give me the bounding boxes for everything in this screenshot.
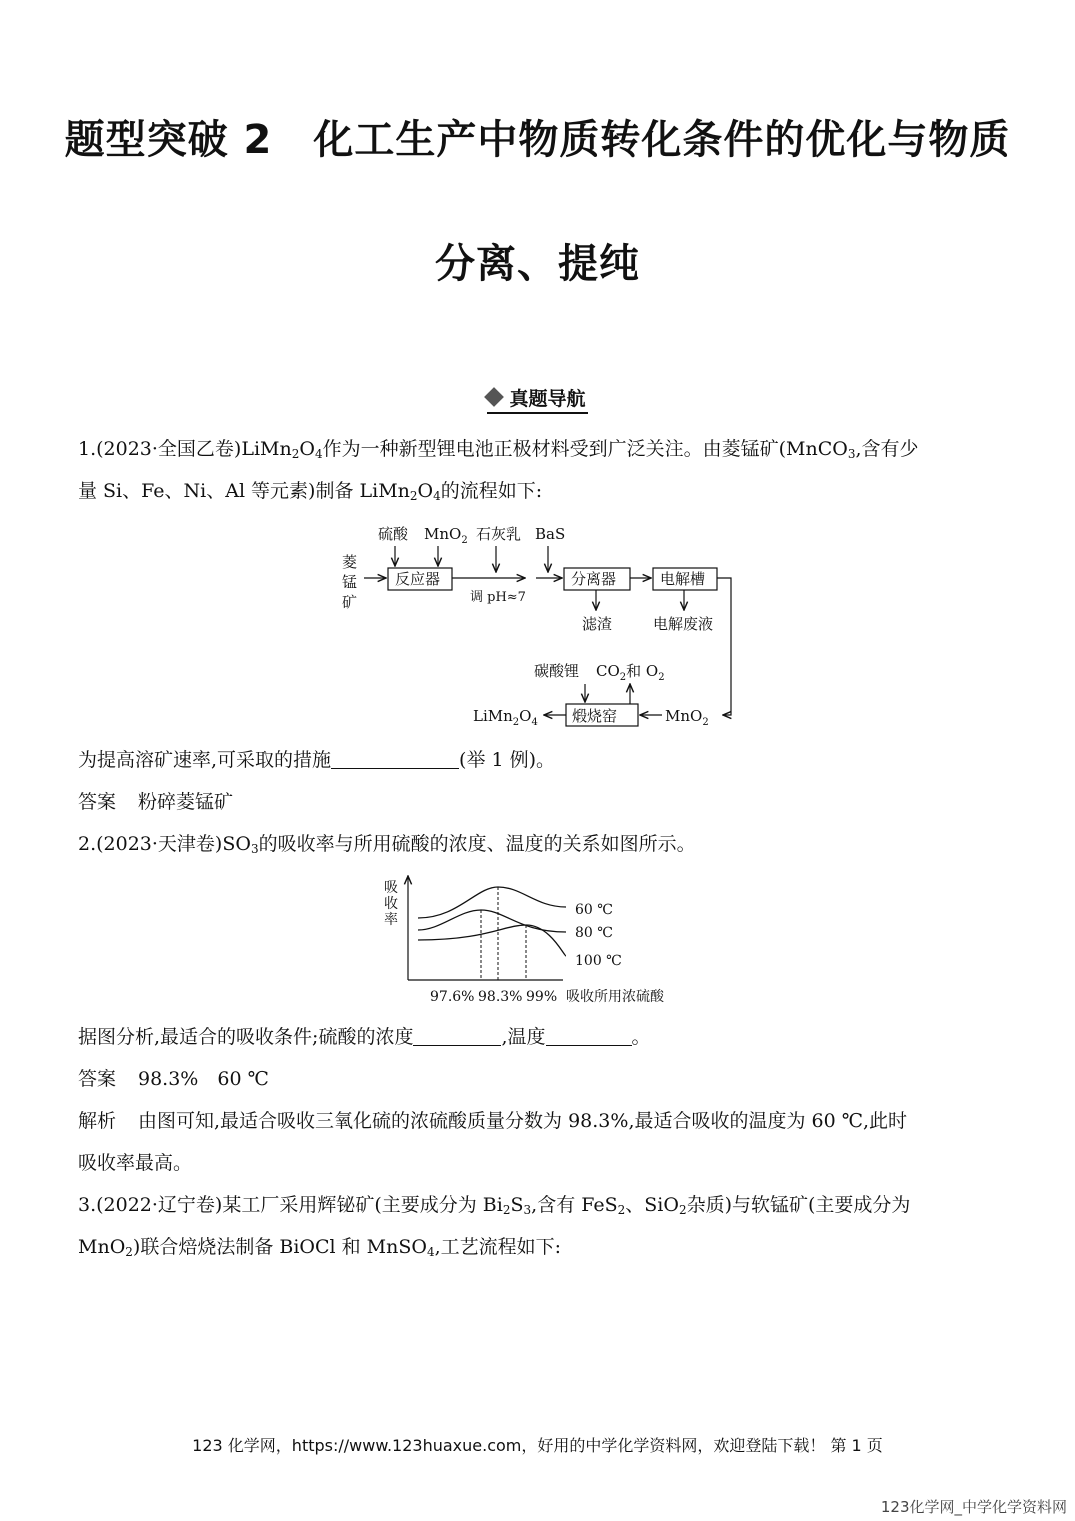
q1-answer bbox=[78, 781, 998, 823]
q2-question-text: 据图分析,最适合的吸收条件;硫酸的浓度 bbox=[78, 1026, 414, 1048]
subscript: 4 bbox=[433, 489, 441, 503]
answer-blank-concentration[interactable] bbox=[413, 1025, 501, 1046]
subscript: 4 bbox=[426, 1245, 435, 1259]
q1-question-text: (举 1 例)。 bbox=[459, 749, 556, 771]
subscript: 2 bbox=[291, 447, 300, 461]
subscript: 3 bbox=[847, 447, 856, 461]
q2-text: 2.(2023·天津卷)SO bbox=[78, 833, 251, 855]
q3-text: S bbox=[510, 1194, 524, 1216]
series-label-1: 80 ℃ bbox=[575, 925, 613, 941]
subscript: 3 bbox=[250, 842, 259, 856]
series-line-1 bbox=[418, 910, 566, 932]
q3-text: 杂质)与软锰矿(主要成分为 bbox=[686, 1194, 911, 1216]
q1-flowchart bbox=[330, 515, 750, 735]
subscript: 2 bbox=[409, 489, 418, 503]
flow-gases: $CO_2$和 $O_2$ bbox=[596, 662, 665, 683]
q3-intro bbox=[78, 1184, 998, 1268]
flow-acid: 硫酸 bbox=[378, 525, 409, 543]
q2-answer bbox=[78, 1058, 998, 1100]
series-label-0: 60 ℃ bbox=[575, 902, 613, 918]
x-tick-label-2: 99% bbox=[526, 989, 558, 1005]
q1-question bbox=[78, 739, 998, 781]
q2-question-text: ,温度 bbox=[501, 1026, 546, 1048]
q1-text: O bbox=[299, 438, 315, 460]
answer-label: 答案 bbox=[78, 1068, 117, 1090]
q1-text: 的流程如下: bbox=[440, 480, 543, 502]
flow-residue: 滤渣 bbox=[582, 615, 613, 633]
q1-text: O bbox=[417, 480, 434, 502]
analysis-label: 解析 bbox=[78, 1110, 117, 1132]
flow-cell-label: 电解槽 bbox=[660, 570, 706, 588]
q1-question-text: 为提高溶矿速率,可采取的措施 bbox=[78, 749, 332, 771]
subscript: 3 bbox=[523, 1203, 532, 1217]
series-label-2: 100 ℃ bbox=[575, 953, 622, 969]
q1-intro bbox=[78, 428, 998, 512]
flow-raw-1: 菱 bbox=[342, 553, 358, 571]
flow-lime: 石灰乳 bbox=[476, 525, 522, 543]
series-line-0 bbox=[418, 887, 566, 918]
q1-text: 1.(2023·全国乙卷)LiMn bbox=[78, 438, 292, 460]
flow-product: $LiMn_2O_4$ bbox=[473, 707, 538, 728]
q3-text: MnO bbox=[78, 1236, 126, 1258]
flow-raw-2: 锰 bbox=[342, 573, 358, 591]
q2-question-text: 。 bbox=[631, 1026, 651, 1048]
q3-text: ,含有 FeS bbox=[531, 1194, 618, 1216]
page-title-line2: 分离、提纯 bbox=[435, 241, 640, 287]
q2-chart bbox=[378, 870, 708, 1012]
x-axis-label: 吸收所用浓硫酸 bbox=[566, 989, 664, 1005]
q3-text: 、SiO bbox=[625, 1194, 679, 1216]
subscript: 2 bbox=[502, 1203, 511, 1217]
flow-li2co3: 碳酸锂 bbox=[534, 662, 580, 680]
q2-analysis bbox=[78, 1100, 998, 1184]
x-tick-label-1: 98.3% bbox=[478, 989, 523, 1005]
subscript: 4 bbox=[314, 447, 323, 461]
flow-reactor-label: 反应器 bbox=[395, 570, 441, 588]
q2-text: 的吸收率与所用硫酸的浓度、温度的关系如图所示。 bbox=[258, 833, 696, 855]
page-title-line1: 题型突破 2 化工生产中物质转化条件的优化与物质 bbox=[64, 117, 1011, 163]
section-heading-text: 真题导航 bbox=[509, 388, 586, 410]
q1-text: 作为一种新型锂电池正极材料受到广泛关注。由菱锰矿(MnCO bbox=[322, 438, 848, 460]
subscript: 2 bbox=[678, 1203, 687, 1217]
q2-intro bbox=[78, 823, 998, 865]
flow-bas: BaS bbox=[535, 525, 566, 543]
answer-text: 粉碎菱锰矿 bbox=[138, 791, 234, 813]
answer-text: 98.3% 60 ℃ bbox=[138, 1068, 269, 1090]
page-footer: 123 化学网，https://www.123huaxue.com，好用的中学化学资料网，欢迎登陆下载！ 第 1 页 bbox=[192, 1436, 883, 1455]
section-heading bbox=[0, 384, 1075, 414]
answer-label: 答案 bbox=[78, 791, 117, 813]
subscript: 2 bbox=[617, 1203, 626, 1217]
flow-mno2: MnO$_2$ bbox=[424, 525, 468, 546]
q3-text: 3.(2022·辽宁卷)某工厂采用辉铋矿(主要成分为 Bi bbox=[78, 1194, 503, 1216]
y-axis-label: 吸收率 bbox=[384, 880, 398, 928]
q3-text: )联合焙烧法制备 BiOCl 和 MnSO bbox=[132, 1236, 427, 1258]
q1-text: 量 Si、Fe、Ni、Al 等元素)制备 LiMn bbox=[78, 480, 410, 502]
watermark: 123化学网_中学化学资料网 bbox=[880, 1498, 1067, 1516]
q2-question bbox=[78, 1016, 998, 1058]
subscript: 2 bbox=[125, 1245, 133, 1259]
flow-kiln-label: 煅烧窑 bbox=[572, 707, 618, 725]
flow-waste: 电解废液 bbox=[653, 615, 714, 633]
q3-text: ,工艺流程如下: bbox=[434, 1236, 562, 1258]
q1-text: ,含有少 bbox=[855, 438, 919, 460]
diamond-icon bbox=[485, 387, 505, 407]
flow-mno2-in: MnO$_2$ bbox=[665, 707, 709, 728]
answer-blank[interactable] bbox=[331, 748, 459, 769]
flow-raw-3: 矿 bbox=[342, 593, 358, 611]
flow-ph-label: 调 pH≈7 bbox=[470, 590, 526, 605]
flow-separator-label: 分离器 bbox=[571, 570, 617, 588]
x-tick-label-0: 97.6% bbox=[430, 989, 475, 1005]
analysis-text: 吸收率最高。 bbox=[78, 1152, 193, 1174]
answer-blank-temperature[interactable] bbox=[546, 1025, 632, 1046]
analysis-text: 由图可知,最适合吸收三氧化硫的浓硫酸质量分数为 98.3%,最适合吸收的温度为 60 ℃,此时 bbox=[138, 1110, 908, 1132]
